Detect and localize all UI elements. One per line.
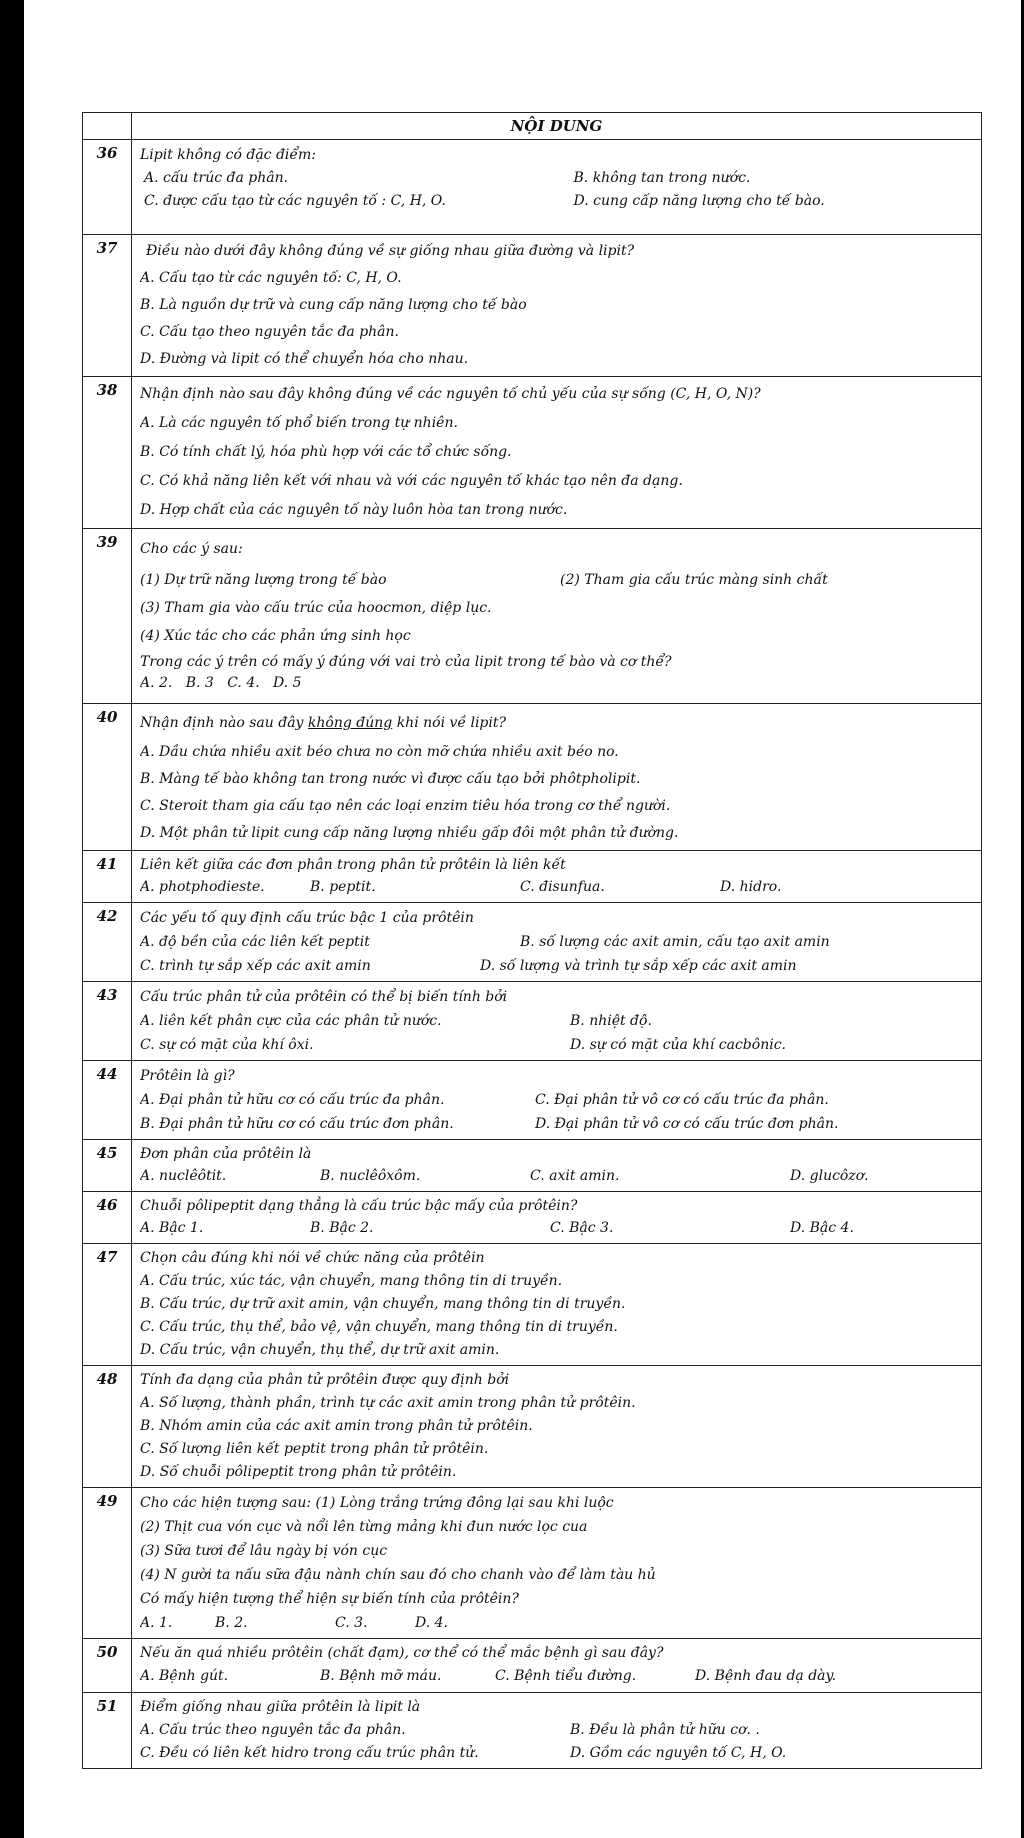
question-row	[83, 903, 982, 982]
question-number: 50	[83, 1639, 132, 1693]
question-row	[83, 1693, 982, 1769]
option-b: B. Bậc 2.	[310, 1220, 374, 1236]
option-c: C. Bệnh tiểu đường.	[495, 1668, 637, 1684]
question-content	[132, 235, 982, 377]
question-stem: Prôtêin là gì?	[140, 1068, 235, 1084]
option-c: C. Có khả năng liên kết với nhau và với các nguyên tố khác tạo nên đa dạng.	[140, 473, 683, 489]
question-content	[132, 704, 982, 851]
question-row	[83, 1244, 982, 1366]
option-d: D. Bệnh đau dạ dày.	[695, 1668, 837, 1684]
option-a: A. Đại phân tử hữu cơ có cấu trúc đa phân.	[140, 1092, 445, 1108]
option-d: D. hidro.	[720, 879, 782, 895]
option-a: A. Cấu trúc, xúc tác, vận chuyển, mang thông tin di truyền.	[140, 1273, 563, 1289]
option-a: A. 1.	[140, 1615, 173, 1631]
question-content	[132, 377, 982, 529]
question-number: 44	[83, 1061, 132, 1140]
statement-4: (4) N gười ta nấu sữa đậu nành chín sau đó cho chanh vào để làm tàu hủ	[140, 1567, 656, 1583]
question-stem: Cho các hiện tượng sau: (1) Lòng trắng trứng đông lại sau khi luộc	[140, 1495, 614, 1511]
question-number: 45	[83, 1140, 132, 1192]
question-stem: Điều nào dưới đây không đúng về sự giống nhau giữa đường và lipit?	[146, 243, 635, 259]
question-number: 46	[83, 1192, 132, 1244]
question-content	[132, 1244, 982, 1366]
question-stem: Điểm giống nhau giữa prôtêin là lipit là	[140, 1699, 421, 1715]
option-b: B. số lượng các axit amin, cấu tạo axit amin	[520, 934, 830, 950]
question-row	[83, 1488, 982, 1639]
left-black-bar	[0, 0, 24, 1838]
question-number: 49	[83, 1488, 132, 1639]
statement-2: (2) Tham gia cấu trúc màng sinh chất	[560, 572, 828, 588]
question-row	[83, 1639, 982, 1693]
option-d: D. 4.	[415, 1615, 448, 1631]
question-stem: Liên kết giữa các đơn phân trong phân tử prôtêin là liên kết	[140, 857, 566, 873]
question-content	[132, 140, 982, 235]
question-row	[83, 1366, 982, 1488]
options-row	[140, 674, 975, 692]
option-c: C. Đại phân tử vô cơ có cấu trúc đa phân.	[535, 1092, 829, 1108]
option-c: C. 4.	[227, 675, 260, 691]
question-content	[132, 903, 982, 982]
option-b: B. Nhóm amin của các axit amin trong phân tử prôtêin.	[140, 1418, 533, 1434]
option-d: D. Hợp chất của các nguyên tố này luôn hòa tan trong nước.	[140, 502, 568, 518]
option-d: D. Đại phân tử vô cơ có cấu trúc đơn phân.	[535, 1116, 839, 1132]
option-b: B. Đại phân tử hữu cơ có cấu trúc đơn phân.	[140, 1116, 454, 1132]
question-number: 43	[83, 982, 132, 1061]
option-b: B. Đều là phân tử hữu cơ. .	[570, 1722, 760, 1738]
option-b: B. nhiệt độ.	[570, 1013, 652, 1029]
question-content	[132, 1140, 982, 1192]
question-content	[132, 1639, 982, 1693]
header-row	[83, 113, 982, 140]
option-b: B. peptit.	[310, 879, 376, 895]
question-row	[83, 851, 982, 903]
option-a: A. cấu trúc đa phân.	[144, 170, 289, 186]
question-row	[83, 704, 982, 851]
option-a: A. Bậc 1.	[140, 1220, 204, 1236]
question-stem: Tính đa dạng của phân tử prôtêin được quy định bởi	[140, 1372, 510, 1388]
option-a: A. Cấu trúc theo nguyên tắc đa phân.	[140, 1722, 406, 1738]
question-stem: Nhận định nào sau đây không đúng về các nguyên tố chủ yếu của sự sống (C, H, O, N)?	[140, 386, 761, 402]
option-b: B. Cấu trúc, dự trữ axit amin, vận chuyển, mang thông tin di truyền.	[140, 1296, 626, 1312]
option-b: B. Có tính chất lý, hóa phù hợp với các tổ chức sống.	[140, 444, 512, 460]
statement-3: (3) Tham gia vào cấu trúc của hoocmon, diệp lục.	[140, 600, 492, 616]
underlined-phrase: không đúng	[307, 715, 393, 731]
option-c: C. đisunfua.	[520, 879, 605, 895]
sub-question: Trong các ý trên có mấy ý đúng với vai trò của lipit trong tế bào và cơ thể?	[140, 654, 672, 670]
option-b: B. 2.	[215, 1615, 248, 1631]
question-number: 41	[83, 851, 132, 903]
option-c: C. Bậc 3.	[550, 1220, 614, 1236]
question-content	[132, 1192, 982, 1244]
statement-1: (1) Dự trữ năng lượng trong tế bào	[140, 572, 387, 588]
option-a: A. liên kết phân cực của các phân tử nước.	[140, 1013, 442, 1029]
option-b: B. 3	[185, 675, 214, 691]
option-c: C. sự có mặt của khí ôxi.	[140, 1037, 314, 1053]
question-row	[83, 1140, 982, 1192]
option-b: B. Là nguồn dự trữ và cung cấp năng lượng cho tế bào	[140, 297, 527, 313]
header-num-cell	[83, 113, 132, 140]
option-d: D. Đường và lipit có thể chuyển hóa cho nhau.	[140, 351, 469, 367]
question-stem: Nếu ăn quá nhiều prôtêin (chất đạm), cơ thể có thể mắc bệnh gì sau đây?	[140, 1645, 664, 1661]
option-c: C. trình tự sắp xếp các axit amin	[140, 958, 371, 974]
option-d: D. cung cấp năng lượng cho tế bào.	[573, 193, 825, 209]
option-d: D. Cấu trúc, vận chuyển, thụ thể, dự trữ axit amin.	[140, 1342, 500, 1358]
question-row	[83, 982, 982, 1061]
option-b: B. không tan trong nước.	[573, 170, 751, 186]
question-stem: Nhận định nào sau đây không đúng khi nói về lipit?	[140, 715, 506, 731]
question-number: 38	[83, 377, 132, 529]
option-d: D. Số chuỗi pôlipeptit trong phân tử prôtêin.	[140, 1464, 457, 1480]
question-stem: Các yếu tố quy định cấu trúc bậc 1 của prôtêin	[140, 910, 474, 926]
option-b: B. Bệnh mỡ máu.	[320, 1668, 442, 1684]
option-a: A. độ bền của các liên kết peptit	[140, 934, 370, 950]
option-a: A. Là các nguyên tố phổ biến trong tự nhiên.	[140, 415, 458, 431]
question-content	[132, 851, 982, 903]
question-row	[83, 377, 982, 529]
option-a: A. Dầu chứa nhiều axit béo chưa no còn mỡ chứa nhiều axit béo no.	[140, 744, 619, 760]
option-a: A. Số lượng, thành phần, trình tự các axit amin trong phân tử prôtêin.	[140, 1395, 636, 1411]
option-a: A. 2.	[140, 675, 173, 691]
question-row	[83, 1192, 982, 1244]
option-a: A. nuclêôtit.	[140, 1168, 227, 1184]
question-stem: Cho các ý sau:	[140, 541, 243, 557]
option-c: C. axit amin.	[530, 1168, 620, 1184]
option-d: D. 5	[273, 675, 302, 691]
sub-question: Có mấy hiện tượng thể hiện sự biến tính của prôtêin?	[140, 1591, 519, 1607]
option-d: D. Gồm các nguyên tố C, H, O.	[570, 1745, 787, 1761]
question-row	[83, 1061, 982, 1140]
statement-2: (2) Thịt cua vón cục và nổi lên từng mảng khi đun nước lọc cua	[140, 1519, 588, 1535]
option-c: C. Cấu trúc, thụ thể, bảo vệ, vận chuyển, mang thông tin di truyền.	[140, 1319, 618, 1335]
question-number: 48	[83, 1366, 132, 1488]
option-a: A. photphodieste.	[140, 879, 265, 895]
question-row	[83, 529, 982, 704]
option-d: D. số lượng và trình tự sắp xếp các axit amin	[480, 958, 797, 974]
option-c: C. được cấu tạo từ các nguyên tố : C, H, O.	[144, 193, 446, 209]
header-title: NỘI DUNG	[132, 113, 982, 140]
option-d: D. Bậc 4.	[790, 1220, 854, 1236]
option-c: C. Cấu tạo theo nguyên tắc đa phân.	[140, 324, 399, 340]
question-content	[132, 1366, 982, 1488]
question-number: 37	[83, 235, 132, 377]
question-number: 47	[83, 1244, 132, 1366]
statement-4: (4) Xúc tác cho các phản ứng sinh học	[140, 628, 411, 644]
question-number: 51	[83, 1693, 132, 1769]
question-content	[132, 1488, 982, 1639]
question-content	[132, 1061, 982, 1140]
option-b: B. nuclêôxôm.	[320, 1168, 421, 1184]
question-stem: Cấu trúc phân tử của prôtêin có thể bị biến tính bởi	[140, 989, 508, 1005]
question-number: 39	[83, 529, 132, 704]
question-number: 42	[83, 903, 132, 982]
statement-3: (3) Sữa tươi để lâu ngày bị vón cục	[140, 1543, 388, 1559]
option-c: C. Steroit tham gia cấu tạo nên các loại enzim tiêu hóa trong cơ thể người.	[140, 798, 671, 814]
option-c: C. Đều có liên kết hidro trong cấu trúc phân tử.	[140, 1745, 479, 1761]
option-c: C. 3.	[335, 1615, 368, 1631]
option-a: A. Bệnh gút.	[140, 1668, 229, 1684]
question-stem: Chuỗi pôlipeptit dạng thẳng là cấu trúc bậc mấy của prôtêin?	[140, 1198, 578, 1214]
question-content	[132, 529, 982, 704]
question-content	[132, 1693, 982, 1769]
option-c: C. Số lượng liên kết peptit trong phân tử prôtêin.	[140, 1441, 489, 1457]
question-row	[83, 140, 982, 235]
question-content	[132, 982, 982, 1061]
question-number: 40	[83, 704, 132, 851]
option-d: D. glucôzơ.	[790, 1168, 869, 1184]
option-a: A. Cấu tạo từ các nguyên tố: C, H, O.	[140, 270, 402, 286]
question-stem: Chọn câu đúng khi nói về chức năng của prôtêin	[140, 1250, 485, 1266]
option-d: D. Một phân tử lipit cung cấp năng lượng nhiều gấp đôi một phân tử đường.	[140, 825, 679, 841]
question-row	[83, 235, 982, 377]
option-b: B. Màng tế bào không tan trong nước vì được cấu tạo bởi phôtpholipit.	[140, 771, 641, 787]
option-d: D. sự có mặt của khí cacbônic.	[570, 1037, 786, 1053]
question-stem: Đơn phân của prôtêin là	[140, 1146, 312, 1162]
question-stem: Lipit không có đặc điểm:	[140, 147, 317, 163]
question-table	[82, 112, 982, 1769]
question-number: 36	[83, 140, 132, 235]
